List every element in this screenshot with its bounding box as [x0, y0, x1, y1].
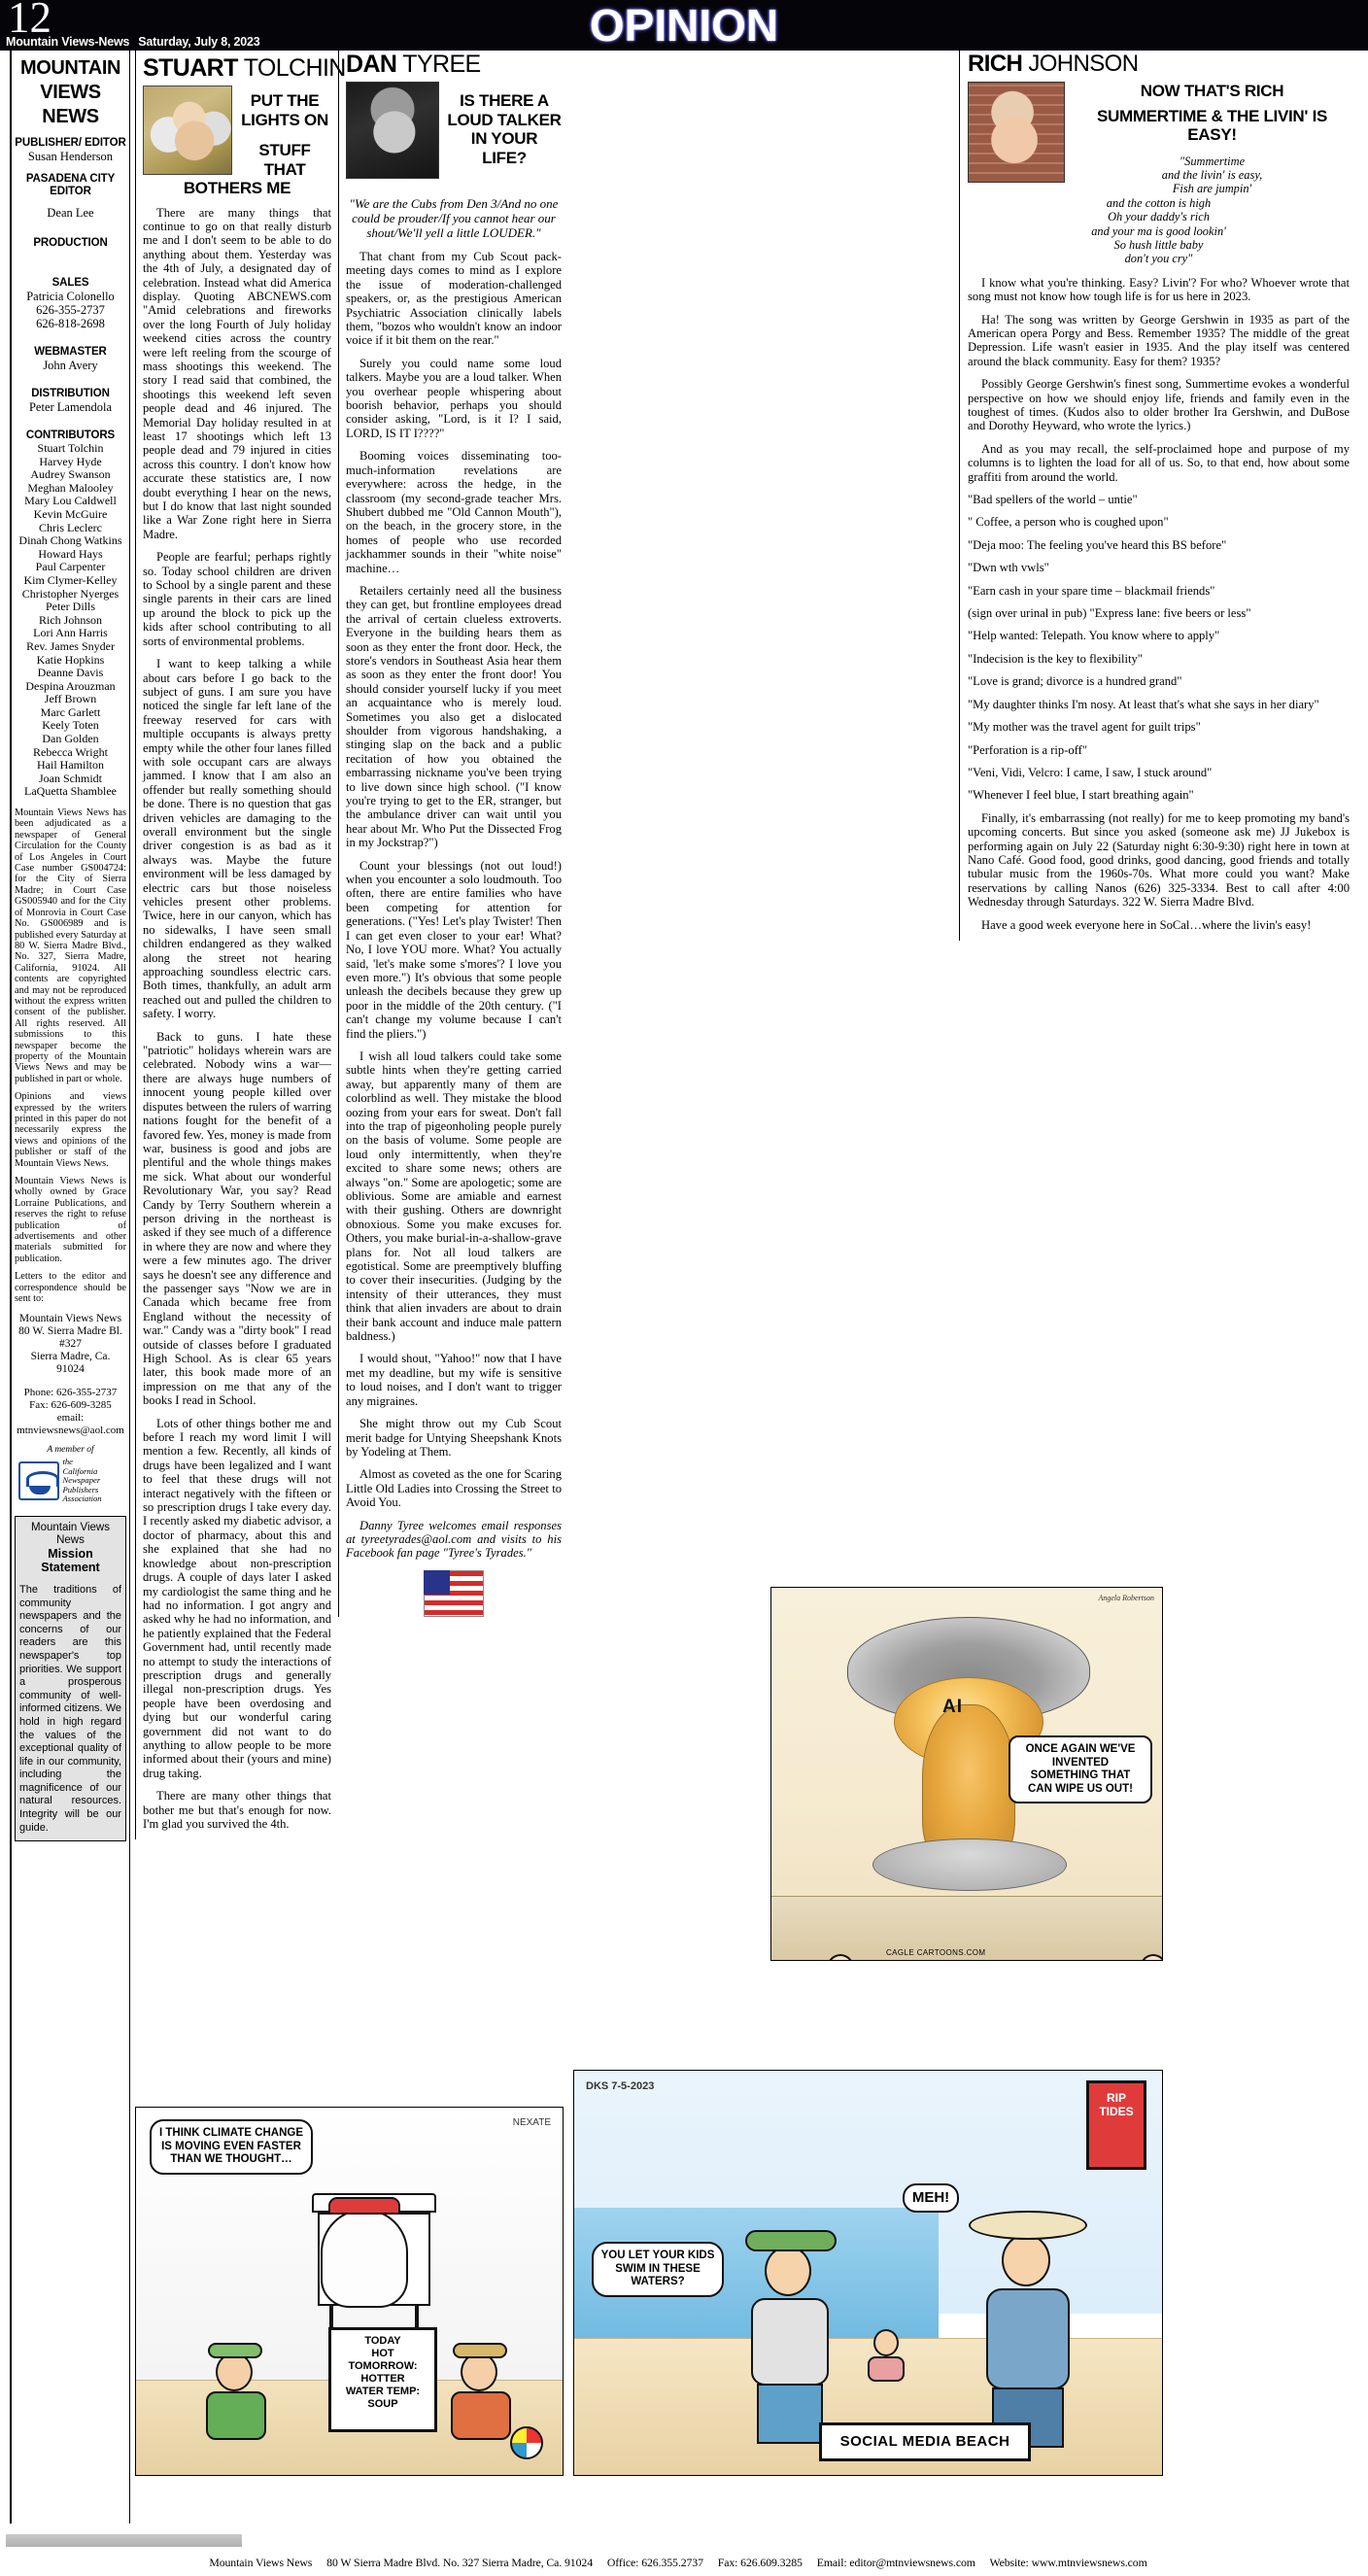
body-paragraph: I would shout, "Yahoo!" now that I have met my deadline, but my wife is sensitive to loud noises, and I don't want to trigger any migraines.: [346, 1352, 562, 1408]
beach-character-right: [967, 2197, 1093, 2459]
beach-ball-icon: [510, 2426, 543, 2459]
role-title-production: PRODUCTION: [33, 237, 108, 249]
address-line: #327: [59, 1337, 82, 1350]
footer-paper-name: Mountain Views News: [209, 2556, 313, 2569]
contributor-item: Chris Leclerc: [39, 520, 102, 534]
graffiti-item: "Perforation is a rip-off": [968, 742, 1088, 757]
graffiti-item: "My daughter thinks I'm nosy. At least that's what she says in her diary": [968, 697, 1319, 711]
sign-line-tomorrow: TOMORROW:: [348, 2360, 418, 2372]
contributor-item: LaQuetta Shamblee: [24, 784, 117, 799]
social-media-beach-sign-text: SOCIAL MEDIA BEACH: [839, 2433, 1010, 2450]
legal-notice: [15, 807, 126, 1304]
byline-last-name: TOLCHIN: [243, 54, 346, 82]
contributor-item: Rev. James Snyder: [26, 638, 115, 653]
body-paragraph: Back to guns. I hate these "patriotic" holidays wherein wars are celebrated. Nobody wins a war—there are always huge numbers of innocent young people killed over disputes between the rulers of warring nations fought for the benefit of a favored few. Yes, money is made from war, business is good and jobs are plentiful and the whole things makes me sick. What about our wonderful Revolutionary War, you say? Read Candy by Terry Southern wherein a person driving in the northeast is asked if they see much of a difference in where they are now and where they were a few minutes ago. The driver says he doesn't see any difference and the passenger says "Now we are in Canada which became free from England without the necessity of war." Candy was a "dirty book" I read outside of classes before I graduated High School. As is clear 65 years later, this book made more of an impression on me that any of the books I read in School.: [143, 1029, 331, 1408]
sign-line-hot: HOT: [371, 2348, 394, 2359]
page-number: 12: [8, 0, 51, 42]
poem-line: Oh your daddy's rich: [1108, 210, 1210, 224]
body-paragraph: Finally, it's embarrassing (not really) for me to keep promoting my band's upcoming concerts. But since you asked (someone ask me) JJ Jukebox is performing again on July 22 (Saturday night 6:30-9:30) right here in town at Nano Café. Good food, good drinks, good dancing, good friends and totally tubular music from the 1960s-70s. What more could you want? Make reservations by calling Nanos (626) 325-3334. Best to call after 4:00 Wednesday through Saturdays. 322 W. Sierra Madre Blvd.: [968, 810, 1350, 910]
byline-first-name: DAN: [346, 51, 397, 78]
johnson-body: [968, 276, 1350, 932]
cnpa-line-1: A member of: [47, 1444, 94, 1455]
body-paragraph: Possibly George Gershwin's finest song, Summertime evokes a wonderful perspective on how we should enjoy life, friends and family even in the toughest of times. (Kudos also to older brother Ira Gershwin, and DuBose and Dorothy Heyward, who wrote the lyrics.): [968, 377, 1350, 433]
contributor-item: Howard Hays: [38, 546, 103, 561]
contributor-item: Kim Clymer-Kelley: [23, 572, 118, 587]
headline-loud-talker: IS THERE A LOUD TALKER IN YOUR LIFE?: [447, 91, 562, 167]
contributor-item: Dinah Chong Watkins: [18, 533, 122, 548]
tyree-body: [346, 250, 562, 1561]
body-paragraph: Count your blessings (not out loud!) when you encounter a solo loudmouth. Too often, there are entire families who have been competing for attention for generations. ("Yes! Let's play Twister! Then I can get even closer to your ear! What? No, I love YOU more. What? You actually said, 'let's make some s'mores'? I love you even more.") It's obvious that some people unleash the decibels because they grew up poor in the middle of the 20th century. ("I can't change my volume because I can't find the pliers."): [346, 858, 562, 1041]
graffiti-item: "Bad spellers of the world – untie": [968, 493, 1138, 507]
sales-phone-1: 626-355-2737: [36, 303, 105, 317]
contributors-list: [15, 442, 126, 799]
byline-rich-johnson: [968, 51, 1350, 78]
role-name-webmaster: John Avery: [43, 359, 98, 372]
ai-cartoon-speech-bubble: ONCE AGAIN WE'VE INVENTED SOMETHING THAT CAN WIPE US OUT!: [1009, 1735, 1152, 1803]
contributor-item: Rebecca Wright: [33, 744, 108, 759]
contributor-item: Paul Carpenter: [35, 560, 106, 574]
contributor-item: Kevin McGuire: [33, 506, 108, 521]
graffiti-item: "Dwn wth vwls": [968, 561, 1049, 575]
contact-phone: Phone: 626-355-2737: [23, 1386, 118, 1398]
cnpa-membership: [15, 1445, 126, 1504]
contributor-item: Peter Dills: [46, 600, 95, 614]
contributor-item: Marc Garlett: [40, 704, 101, 719]
headline-now-thats-rich: NOW THAT'S RICH: [1140, 82, 1284, 100]
flag-canton: [424, 1570, 450, 1595]
contributor-item: Audrey Swanson: [30, 467, 111, 482]
dan-tyree-portrait: [346, 82, 439, 179]
cartoonist-signature: DKS 7-5-2023: [586, 2080, 655, 2092]
legal-paragraph: Mountain Views News has been adjudicated as a newspaper of General Circulation for the County of Los Angeles in Court Case number GS004724: for the City of Sierra Madre; in Court Case GS005940 and for the City of Monrovia in Court Case No. GS006989 and is published every Saturday at 80 W. Sierra Madre Blvd., No. 327, Sierra Madre, California, 91024. All contents are copyrighted and may not be reproduced without the express written consent of the publisher. All rights reserved. All submissions to this newspaper become the property of the Mountain Views News and may be published in part or whole.: [15, 807, 126, 1084]
masthead-line-1: MOUNTAIN: [19, 57, 121, 79]
legal-paragraph: Opinions and views expressed by the writers printed in this paper do not necessarily express the views and opinions of the publisher or staff of the Mountain Views News.: [15, 1091, 126, 1169]
byline-first-name: RICH: [968, 51, 1023, 77]
poem-line: don't you cry": [1124, 252, 1193, 266]
contributor-item: Hail Hamilton: [37, 758, 104, 773]
graffiti-item: "Love is grand; divorce is a hundred grand": [968, 674, 1182, 689]
body-paragraph: There are many other things that bother me but that's enough for now. I'm glad you survived the 4th.: [143, 1789, 331, 1831]
role-name-pasadena-editor: Dean Lee: [47, 206, 94, 220]
bear-speech-bubble: I THINK CLIMATE CHANGE IS MOVING EVEN FASTER THAN WE THOUGHT…: [150, 2119, 313, 2175]
cartoonist-signature: Angela Robertson: [1098, 1594, 1154, 1602]
polar-bear-hat-icon: [328, 2197, 400, 2215]
body-paragraph: I want to keep talking a while about cars before I go back to the subject of guns. I am sure you have noticed the single far left lane of the freeway reserved for cars with multiple occupants is always pretty empty while the other four lanes filled with sole occupant cars are always jammed. I know that I am also an offender but really something should be done. There is no question that gas driven vehicles are damaging to the overall environment but the single driver congestion is as bad as it always was. Maybe the future environment will be less damaged by electric cars but those noiseless vehicles present other problems. Twice, here in our canyon, which has no sidewalks, I have seen small children endangered as they walked along the street not hearing approaching soundless electric cars. Both times, thankfully, an adult arm reached out and pulled the children to safety. I worry.: [143, 657, 331, 1021]
body-paragraph: That chant from my Cub Scout pack-meeting days comes to mind as I explore the issue of moderation-challenged speakers, or, as the prestigious American Psychiatric Association clinically labels them, "bozos who wouldn't know an indoor voice if it bit them on the rear.": [346, 250, 562, 348]
poem-line: and the cotton is high: [1106, 195, 1212, 210]
graffiti-item: (sign over urinal in pub) "Express lane: five beers or less": [968, 606, 1251, 621]
page-banner: [0, 0, 1368, 51]
role-name-publisher: Susan Henderson: [27, 150, 114, 163]
american-flag-graphic: [424, 1570, 484, 1617]
contributor-item: Rich Johnson: [38, 612, 102, 627]
beachgoer-figure-left: [200, 2335, 272, 2459]
role-title-distribution: DISTRIBUTION: [31, 388, 110, 399]
role-name-distribution: Peter Lamendola: [28, 400, 113, 414]
role-name-sales: Patricia Colonello: [26, 290, 115, 303]
address-line: Sierra Madre, Ca.: [30, 1351, 111, 1363]
column-dan-tyree: [338, 51, 567, 1617]
beachgoer-figure-right: [445, 2335, 517, 2459]
contributor-item: Keely Toten: [42, 718, 99, 733]
cartoon-syndicate-caption: CAGLE CARTOONS.COM: [886, 1948, 986, 1957]
contributor-item: Stuart Tolchin: [37, 441, 104, 455]
address-line: Mountain Views News: [18, 1312, 122, 1324]
body-paragraph: Ha! The song was written by George Gershwin in 1935 as part of the American opera Porgy and Bess. Remember 1935? The middle of the great Depression. Life wasn't easier in 1935. And the play itself was centered around the black community. Easy for them? 1935?: [968, 312, 1350, 368]
role-title-sales: SALES: [51, 277, 89, 289]
contributors-title: CONTRIBUTORS: [25, 429, 116, 441]
poem-line: Fish are jumpin': [1172, 182, 1252, 196]
sign-line-hotter: HOTTER: [360, 2373, 405, 2385]
address-line: 80 W. Sierra Madre Bl.: [18, 1324, 122, 1337]
contributor-item: Meghan Malooley: [27, 480, 114, 495]
body-paragraph: She might throw out my Cub Scout merit badge for Untying Sheepshank Knots by Yodeling at Them.: [346, 1417, 562, 1459]
rip-tides-warning-sign: [1086, 2080, 1146, 2170]
page-footer: [0, 2534, 1368, 2576]
polar-bear-figure: [321, 2209, 408, 2308]
graffiti-item: "Veni, Vidi, Velcro: I came, I saw, I stuck around": [968, 765, 1213, 779]
byline-first-name: STUART: [143, 54, 238, 82]
contributor-item: Joan Schmidt: [39, 771, 102, 785]
poem-line: and your ma is good lookin': [1091, 223, 1226, 238]
column-rich-johnson: [959, 51, 1357, 941]
body-paragraph: Have a good week everyone here in SoCal…where the livin's easy!: [981, 917, 1312, 932]
sign-line-water-temp: WATER TEMP:: [345, 2386, 421, 2397]
legal-paragraph: Mountain Views News is wholly owned by Grace Lorraine Publications, and reserves the right to refuse publication of advertisements and other materials submitted for publication.: [15, 1176, 126, 1264]
stuart-tolchin-portrait: [143, 86, 232, 175]
footer-contact-line: [0, 2556, 1368, 2570]
tolchin-body-part-1: [143, 206, 331, 1832]
tyree-epigraph: "We are the Cubs from Den 3/And no one could be prouder/If you cannot hear our shout/We'll yell a little LOUDER.": [349, 196, 559, 240]
body-paragraph: Almost as coveted as the one for Scaring Little Old Ladies into Crossing the Street to Avoid You.: [346, 1467, 562, 1510]
tyree-signoff: Danny Tyree welcomes email responses at tyreetyrades@aol.com and visits to his Facebook fan page "Tyree's Tyrades.": [346, 1518, 562, 1561]
footer-office-phone: Office: 626.355.2737: [606, 2556, 703, 2569]
contact-email-label: email:: [56, 1411, 85, 1424]
poem-line: So hush little baby: [1113, 237, 1204, 252]
cnpa-logo-icon: [18, 1461, 59, 1500]
rip-tides-sign-text: RIP TIDES: [1099, 2091, 1134, 2118]
social-media-beach-cartoon: [573, 2070, 1163, 2476]
headline-summertime: SUMMERTIME & THE LIVIN' IS EASY!: [1096, 106, 1328, 144]
mission-statement-box: [15, 1516, 126, 1841]
contributor-item: Dan Golden: [42, 732, 99, 746]
footer-address: 80 W Sierra Madre Blvd. No. 327 Sierra Madre, Ca. 91024: [326, 2556, 593, 2569]
mission-title-line-1: Mountain Views News: [31, 1521, 110, 1546]
body-paragraph: I wish all loud talkers could take some subtle hints when they're getting carried away, but apparently many of them are colorblind as well. They mistake the blood oozing from your ears for sweat. Don't fall into the trap of pigeonholing people purely on the basis of volume. Some people are loud only intermittently, when they're excited to share some news; others are always "on." Some are apologetic; some are oblivious. Some are amiable and earnest with their gushing. Others are downright obnoxious. Some you make excuses for. Others, you make burial-in-a-shallow-grave plans for. Not all loud talkers are egotistical. Some are preemptively bluffing to cover their insecurities. (Judging by the intensity of their utterances, they must think that alien invaders are about to drain their bank account and induce male pattern baldness.): [346, 1048, 562, 1344]
graffiti-item: "Deja moo: The feeling you've heard this BS before": [968, 537, 1227, 552]
contributor-item: Katie Hopkins: [36, 652, 105, 667]
address-line: 91024: [56, 1363, 85, 1376]
body-paragraph: Lots of other things bother me and before I reach my word limit I will mention a few. Recently, all kinds of drugs have been legalized and I want to feel that these drugs will not interact negatively with the fifteen or so prescription drugs I take every day. I recently asked my diabetic advisor, a doctor of pharmacy, about this and she explained that she had no knowledge about non-prescription drugs. A couple of days later I asked my cardiologist the same thing and he had no information. I got angry and asked why he had no information, and he patiently explained that the Federal Government had, until recently made no attempt to study the interactions of prescription drugs and generally illegal non-prescription drugs. Yes people have been overdosing and dying but our wonderful caring government did not want to do anything to allow people to be more informed about their (yours and mine) drug taking.: [143, 1416, 331, 1780]
right-character-speech-bubble: MEH!: [903, 2183, 959, 2213]
section-title: OPINION: [589, 0, 779, 51]
sales-phone-2: 626-818-2698: [36, 317, 105, 330]
body-paragraph: People are fearful; perhaps rightly so. Today school children are driven to School by a single parent and these single parents in their cars are lined up around the block to pick up the kids after school contributing to all sorts of environmental problems.: [143, 550, 331, 648]
body-paragraph: Booming voices disseminating too-much-information revelations are everywhere: across the hedge, in the classroom (my second-grade teacher Mrs. Shubert dubbed me "Old Cannon Mouth"), on the beach, in the grocery store, in the homes of people who use recorded jackhammer sounds in their "white noise" machine…: [346, 449, 562, 575]
footer-website[interactable]: Website: www.mtnviewsnews.com: [989, 2556, 1147, 2569]
sign-line-soup: SOUP: [367, 2398, 398, 2410]
graffiti-item: "Earn cash in your spare time – blackmail friends": [968, 583, 1215, 598]
cartoonist-signature: NEXATE: [512, 2117, 551, 2128]
byline-last-name: TYREE: [402, 51, 481, 78]
role-title-webmaster: WEBMASTER: [34, 346, 107, 358]
contact-fax: Fax: 626-609-3285: [29, 1398, 112, 1411]
contributor-item: Despina Arouzman: [25, 678, 116, 693]
warning-sign-board: [328, 2327, 437, 2432]
blast-base-shape: [872, 1838, 1067, 1891]
footer-email[interactable]: Email: editor@mtnviewsnews.com: [816, 2556, 975, 2569]
column-stuart-tolchin-left: [135, 51, 346, 1839]
cnpa-line-2: the: [62, 1457, 73, 1467]
masthead-line-2: VIEWS: [40, 82, 101, 103]
body-paragraph: Surely you could name some loud talkers. Maybe you are a loud talker. When you overhear people whispering about boorish behavior, perhaps you should consider asking, "Lord, is it I? I said, LORD, IS IT I????": [346, 356, 562, 440]
contributor-item: Christopher Nyerges: [21, 586, 120, 601]
left-character-speech-bubble: YOU LET YOUR KIDS SWIM IN THESE WATERS?: [592, 2242, 724, 2297]
graffiti-item: "My mother was the travel agent for guilt trips": [968, 720, 1201, 735]
social-media-beach-sign: [819, 2422, 1031, 2461]
masthead-line-3: NEWS: [42, 106, 99, 127]
banner-paper-name: Mountain Views-News: [6, 35, 130, 49]
contact-block: [15, 1387, 126, 1437]
byline-dan-tyree: [346, 51, 562, 78]
contact-email[interactable]: mtnviewsnews@aol.com: [17, 1424, 124, 1436]
body-paragraph: Retailers certainly need all the business they can get, but frontline employees dread the arrival of certain clueless extroverts. Everyone in the building hears them as soon as they enter the front door. Heck, the store's vendors in Southeast Asia hear them as soon as they enter the front door! You should consider yourself lucky if you meet an acquaintance who is merely loud. Sometimes you also get a dislocated shoulder from vigorous handshaking, a stinging slap on the back and a public recitation of how you obtained the embarrassing nickname you've been trying to live down since high school. ("I know you're trying to get to the ER, stranger, but the ambulance driver can wait until you hear about Mr. Who Put the Dissected Frog in my Jockstrap?"): [346, 583, 562, 850]
headline-stuff-that-bothers-me: STUFF THAT BOTHERS ME: [183, 141, 311, 197]
climate-change-lifeguard-cartoon: [135, 2107, 564, 2476]
contributor-item: Jeff Brown: [44, 692, 97, 706]
graffiti-item: "Help wanted: Telepath. You know where to apply": [968, 629, 1220, 643]
footer-fax: Fax: 626.609.3285: [717, 2556, 803, 2569]
ai-label: AI: [942, 1697, 963, 1717]
body-paragraph: And as you may recall, the self-proclaimed hope and purpose of my columns is to lighten the load for all of us. So, to that end, how about some graffiti from around the world.: [968, 441, 1350, 484]
child-in-water-figure: [866, 2329, 906, 2386]
legal-paragraph: Letters to the editor and correspondence should be sent to:: [15, 1271, 126, 1305]
graffiti-item: "Indecision is the key to flexibility": [968, 651, 1143, 666]
headline-put-the-lights-on: PUT THE LIGHTS ON: [241, 91, 328, 129]
sign-line-today: TODAY: [364, 2335, 401, 2347]
contributor-item: Lori Ann Harris: [33, 626, 108, 640]
contributor-item: Mary Lou Caldwell: [24, 494, 117, 508]
graffiti-item: " Coffee, a person who is coughed upon": [968, 515, 1169, 530]
body-paragraph: There are many things that continue to go on that really disturb me and I don't seem to be able to do anything about them. Yesterday was the 4th of July, a designated day of celebration. Instead what did America display. Quoting ABCNEWS.com "Amid celebrations and fireworks over the long Fourth of July holiday weekend cities across the country were left reeling from the scourge of mass shootings this weekend. The story I read said that combined, the shootings this weekend left seven people dead and 46 injured. The Memorial Day holiday resulted in at least 17 shootings which left 13 people dead and 79 injured in cities across this country. I don't know how accurate these statistics are, I now doubt everything I hear on the news, but I do know that last night sounded like a War Zone right here in Sierra Madre.: [143, 205, 331, 541]
cnpa-line-5: Publishers: [62, 1484, 99, 1494]
role-title-pasadena-editor: PASADENA CITY EDITOR: [25, 173, 116, 197]
poem-line: "Summertime: [1179, 154, 1246, 168]
mission-body-text: The traditions of community newspapers and the concerns of our readers are this newspaper's top priorities. We support a prosperous community of well-informed citizens. We hold in high regard the values of the exceptional quality of life in our community, including the magnificence of our natural resources. Integrity will be our guide.: [19, 1583, 121, 1834]
mission-title-line-2: Mission Statement: [41, 1546, 100, 1574]
role-title-publisher: PUBLISHER/ EDITOR: [15, 137, 126, 149]
rich-johnson-portrait: [968, 82, 1065, 183]
byline-last-name: JOHNSON: [1028, 51, 1139, 77]
contributor-item: Harvey Hyde: [39, 454, 102, 468]
cnpa-text: [63, 1458, 123, 1504]
body-paragraph: I know what you're thinking. Easy? Livin'? For who? Whoever wrote that song must not know how tough life is for us here in 2023.: [968, 275, 1350, 304]
graffiti-item: "Whenever I feel blue, I start breathing again": [968, 788, 1194, 803]
cnpa-line-4: Newspaper: [62, 1475, 101, 1486]
footer-decorative-strip: [6, 2534, 242, 2547]
cnpa-line-3: California: [62, 1465, 98, 1476]
mailing-address: [15, 1313, 126, 1377]
ai-mushroom-cloud-cartoon: [770, 1587, 1163, 1961]
banner-date: Saturday, July 8, 2023: [138, 35, 260, 49]
masthead-sidebar: [10, 51, 130, 2524]
poem-line: and the livin' is easy,: [1161, 167, 1263, 182]
cnpa-line-6: Association: [62, 1494, 102, 1504]
contributor-item: Deanne Davis: [37, 666, 104, 680]
